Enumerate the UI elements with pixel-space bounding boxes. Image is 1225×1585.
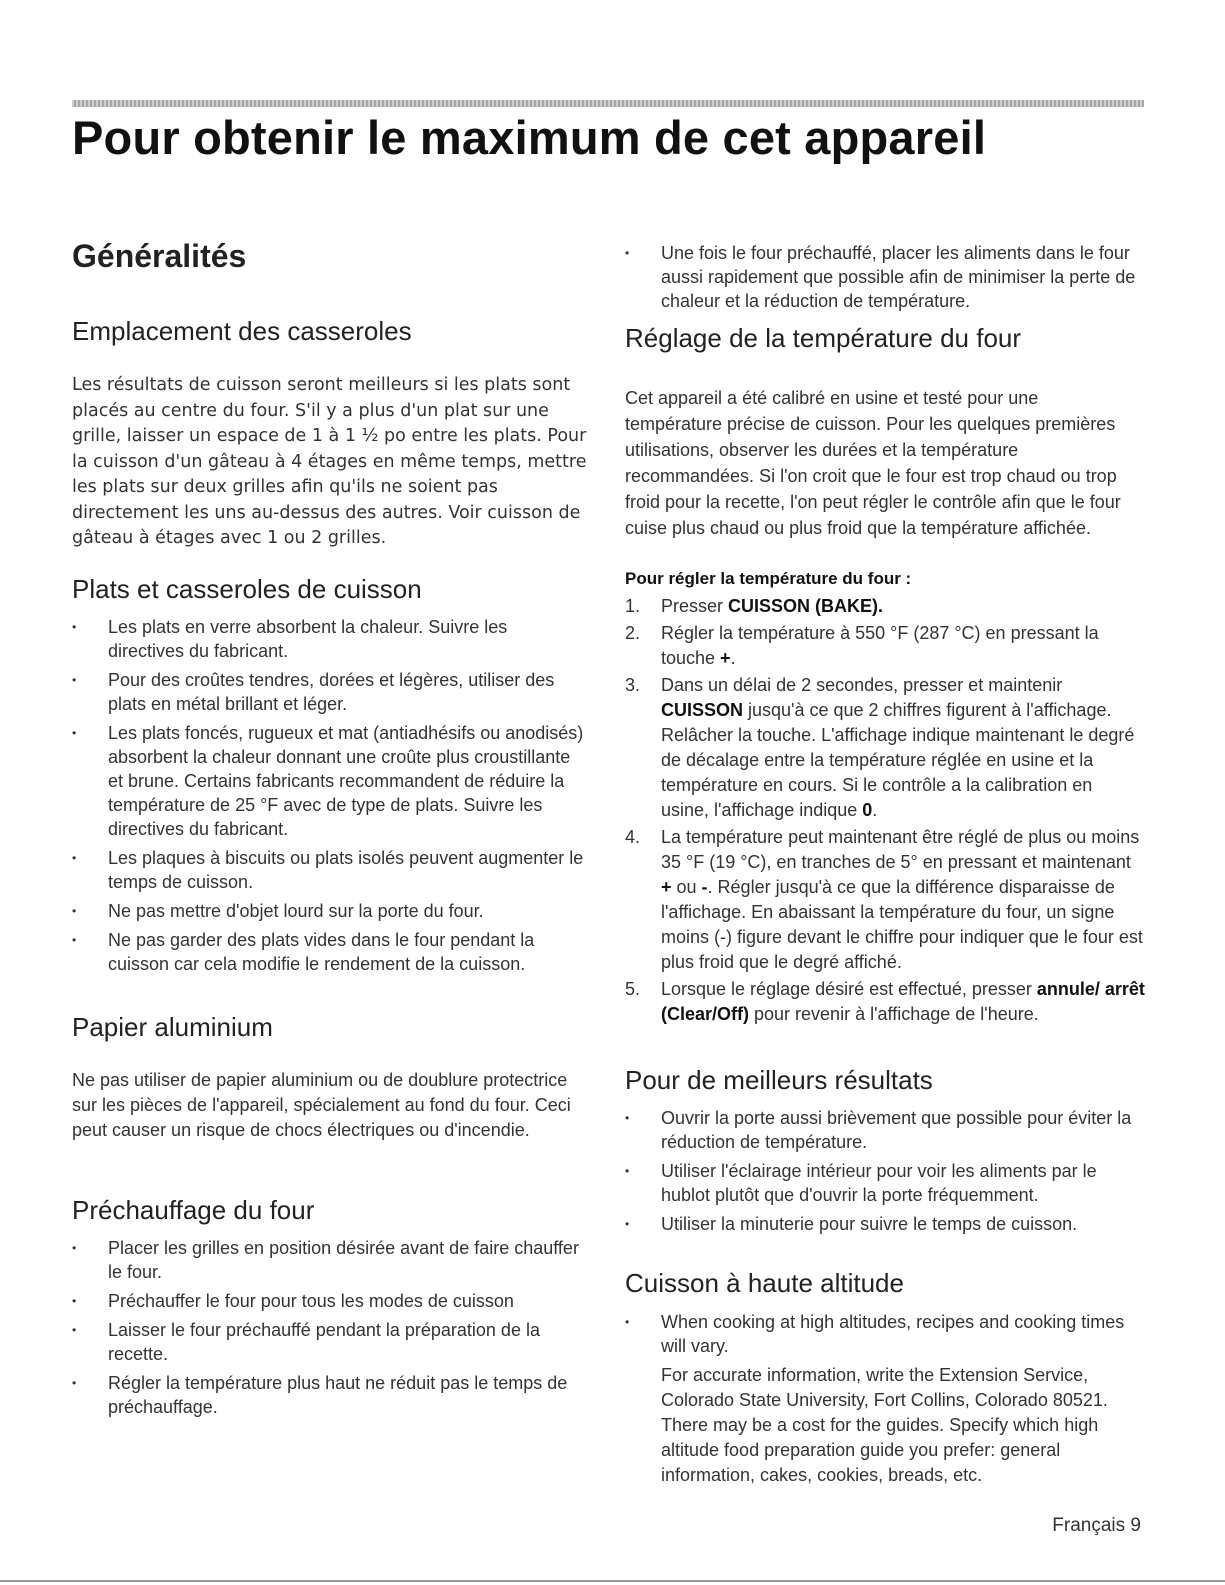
reglage-subhead: Pour régler la température du four : — [625, 569, 912, 588]
list-item: • Placer les grilles en position désirée avant de faire chauffer le four. — [72, 1236, 587, 1284]
step-2: 2. Régler la température à 550 °F (287 °C) en pressant la touche +. — [625, 623, 1099, 668]
header-rule — [72, 100, 1144, 107]
list-item: • Utiliser l'éclairage intérieur pour voir les aliments par le hublot plutôt que d'ouvrir la porte fréquemment. — [625, 1159, 1140, 1207]
list-item: • Laisser le four préchauffé pendant la préparation de la recette. — [72, 1318, 587, 1366]
list-item: • Utiliser la minuterie pour suivre le temps de cuisson. — [625, 1212, 1140, 1236]
step-1: 1. Presser CUISSON (BAKE). — [625, 596, 884, 616]
subsection-title-casseroles: Emplacement des casseroles — [72, 316, 412, 346]
page-title: Pour obtenir le maximum de cet appareil — [72, 111, 987, 164]
list-item: • Pour des croûtes tendres, dorées et légères, utiliser des plats en métal brillant et léger. — [72, 668, 587, 716]
subsection-title-altitude: Cuisson à haute altitude — [625, 1268, 904, 1298]
altitude-note: For accurate information, write the Extension Service, Colorado State University, Fort Collins, Colorado 80521. There may be a cost for the guides. Specify which high altitude food preparation guide you prefer: general information, cakes, cookies, breads, etc. — [661, 1365, 1108, 1485]
section-heading-generalites: Généralités — [72, 238, 247, 274]
bottom-edge-line — [0, 1580, 1225, 1582]
list-item: • Ouvrir la porte aussi brièvement que possible pour éviter la réduction de température. — [625, 1106, 1140, 1154]
list-item: • When cooking at high altitudes, recipes and cooking times will vary. — [625, 1310, 1140, 1358]
list-item: • Ne pas mettre d'objet lourd sur la porte du four. — [72, 899, 587, 923]
subsection-title-prechauffage: Préchauffage du four — [72, 1195, 315, 1225]
list-item: • Régler la température plus haut ne réduit pas le temps de préchauffage. — [72, 1371, 587, 1419]
list-item: • Les plaques à biscuits ou plats isolés peuvent augmenter le temps de cuisson. — [72, 846, 587, 894]
list-item: • Préchauffer le four pour tous les modes de cuisson — [72, 1289, 587, 1313]
meilleurs-list — [625, 1106, 1140, 1241]
subsection-title-meilleurs: Pour de meilleurs résultats — [625, 1065, 933, 1095]
list-item: • Les plats foncés, rugueux et mat (antiadhésifs ou anodisés) absorbent la chaleur donnant une croûte plus croustillante et brune. Certains fabricants recommandent de réduire la température de 25 °F avec de type de plats. Suivre les directives du fabricant. — [72, 721, 587, 841]
prechauffage-list — [72, 1236, 587, 1424]
preheat-continued-list — [625, 241, 1140, 318]
altitude-list — [625, 1310, 1140, 1363]
subsection-title-plats: Plats et casseroles de cuisson — [72, 574, 422, 604]
casseroles-text: Les résultats de cuisson seront meilleurs si les plats sont placés au centre du four. S'il y a plus d'un plat sur une grille, laisser un espace de 1 à 1 ½ po entre les plats. Pour la cuisson d'un gâteau à 4 étages en même temps, mettre les plats sur deux grilles afin qu'ils ne soient pas directement les uns au-dessus des autres. Voir cuisson de gâteau à étages avec 1 ou 2 grilles. — [72, 375, 587, 548]
list-item: • Les plats en verre absorbent la chaleur. Suivre les directives du fabricant. — [72, 615, 587, 663]
step-5: 5. Lorsque le réglage désiré est effectué, presser annule/ arrêt (Clear/Off) pour revenir à l'affichage de l'heure. — [625, 979, 1145, 1024]
page-footer: Français 9 — [1052, 1515, 1141, 1536]
plats-list — [72, 615, 587, 981]
papier-text: Ne pas utiliser de papier aluminium ou de doublure protectrice sur les pièces de l'appareil, spécialement au fond du four. Ceci peut causer un risque de chocs électriques ou d'incendie. — [72, 1070, 571, 1140]
reglage-text: Cet appareil a été calibré en usine et testé pour une température précise de cuisson. Pour les quelques premières utilisations, observer les durées et la température recommandées. Si l'on croit que le four est trop chaud ou trop froid pour la recette, l'on peut régler le contrôle afin que le four cuise plus chaud ou plus froid que la température affichée. — [625, 388, 1121, 538]
subsection-title-papier: Papier aluminium — [72, 1012, 273, 1042]
reglage-steps — [625, 594, 1145, 1029]
subsection-title-reglage: Réglage de la température du four — [625, 323, 1022, 353]
list-item: • Une fois le four préchauffé, placer les aliments dans le four aussi rapidement que possible afin de minimiser la perte de chaleur et la réduction de température. — [625, 241, 1140, 313]
step-3: 3. Dans un délai de 2 secondes, presser et maintenir CUISSON jusqu'à ce que 2 chiffres figurent à l'affichage. Relâcher la touche. L'affichage indique maintenant le degré de décalage entre la température réglée en usine et la température en cours. Si le contrôle a la calibration en usine, l'affichage indique 0. — [625, 675, 1135, 820]
list-item: • Ne pas garder des plats vides dans le four pendant la cuisson car cela modifie le rendement de la cuisson. — [72, 928, 587, 976]
step-4: 4. La température peut maintenant être réglé de plus ou moins 35 °F (19 °C), en tranches de 5° en pressant et maintenant + ou -. Régler jusqu'à ce que la différence disparaisse de l'affichage. En abaissant la température du four, un signe moins (-) figure devant le chiffre pour indiquer que le four est plus froid que le degré affiché. — [625, 827, 1143, 972]
